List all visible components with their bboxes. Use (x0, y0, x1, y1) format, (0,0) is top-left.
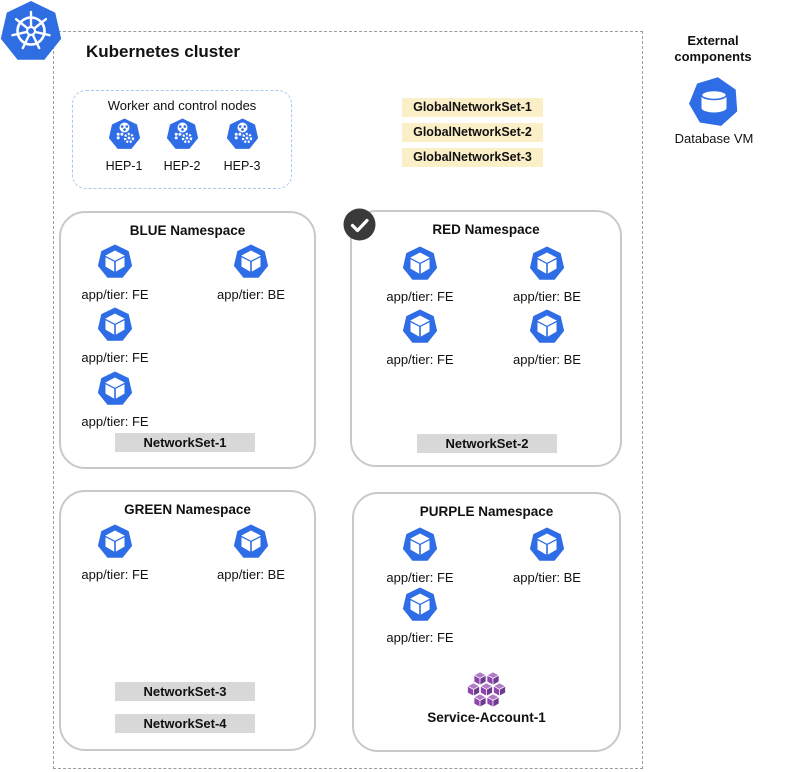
pod (487, 527, 607, 585)
worker-nodes-box (72, 90, 292, 189)
pod (360, 587, 480, 645)
node-label: HEP-3 (223, 159, 261, 173)
pod (55, 244, 175, 302)
cluster-title: Kubernetes cluster (86, 42, 240, 61)
pod-icon (402, 246, 438, 282)
node-icon (226, 118, 259, 151)
pod (55, 524, 175, 582)
node-label: HEP-1 (105, 159, 143, 173)
pod-label: app/tier: FE (81, 350, 149, 365)
node-hep-3 (212, 118, 272, 173)
pod (191, 524, 311, 582)
pod-icon (233, 244, 269, 280)
pod (487, 309, 607, 367)
pod-icon (402, 309, 438, 345)
kubernetes-logo-icon (0, 0, 62, 62)
pod-label: app/tier: BE (513, 289, 581, 304)
global-network-set-3: GlobalNetworkSet-3 (402, 148, 543, 167)
namespace-title: GREEN Namespace (124, 502, 251, 517)
pod-label: app/tier: BE (513, 570, 581, 585)
pod (360, 527, 480, 585)
namespace-title: RED Namespace (432, 222, 540, 237)
network-set-3: NetworkSet-3 (115, 682, 255, 701)
pod-label: app/tier: BE (217, 287, 285, 302)
external-components-title: External components (674, 33, 752, 64)
pod-label: app/tier: BE (217, 567, 285, 582)
namespace-title: PURPLE Namespace (419, 504, 554, 519)
pod (487, 246, 607, 304)
service-account-label: Service-Account-1 (427, 710, 546, 725)
worker-box-title: Worker and control nodes (107, 98, 257, 113)
global-network-set-2: GlobalNetworkSet-2 (402, 123, 543, 142)
pod-label: app/tier: FE (386, 289, 454, 304)
pod-icon (402, 527, 438, 563)
pod-icon (402, 587, 438, 623)
service-account-icon (466, 672, 506, 708)
node-hep-1 (94, 118, 154, 173)
pod-icon (97, 524, 133, 560)
pod (55, 371, 175, 429)
database-vm-icon (688, 76, 740, 128)
pod-icon (97, 307, 133, 343)
pod-icon (529, 309, 565, 345)
pod-icon (529, 246, 565, 282)
pod (191, 244, 311, 302)
namespace-green (59, 490, 316, 751)
pod-icon (233, 524, 269, 560)
pod-label: app/tier: FE (81, 567, 149, 582)
network-set-1: NetworkSet-1 (115, 433, 255, 452)
global-network-set-1: GlobalNetworkSet-1 (402, 98, 543, 117)
pod (360, 246, 480, 304)
node-icon (108, 118, 141, 151)
pod-label: app/tier: FE (81, 414, 149, 429)
namespace-title: BLUE Namespace (129, 223, 246, 238)
pod (360, 309, 480, 367)
node-label: HEP-2 (163, 159, 201, 173)
node-icon (166, 118, 199, 151)
pod-label: app/tier: BE (513, 352, 581, 367)
database-vm-label: Database VM (674, 131, 754, 146)
pod-label: app/tier: FE (81, 287, 149, 302)
pod-label: app/tier: FE (386, 630, 454, 645)
pod-icon (529, 527, 565, 563)
namespace-red (350, 210, 622, 467)
network-set-2: NetworkSet-2 (417, 434, 557, 453)
namespace-purple (352, 492, 621, 752)
network-set-4: NetworkSet-4 (115, 714, 255, 733)
selected-check-icon (343, 208, 376, 241)
node-hep-2 (152, 118, 212, 173)
pod-icon (97, 371, 133, 407)
pod-icon (97, 244, 133, 280)
namespace-blue (59, 211, 316, 469)
pod-label: app/tier: FE (386, 570, 454, 585)
pod (55, 307, 175, 365)
pod-label: app/tier: FE (386, 352, 454, 367)
